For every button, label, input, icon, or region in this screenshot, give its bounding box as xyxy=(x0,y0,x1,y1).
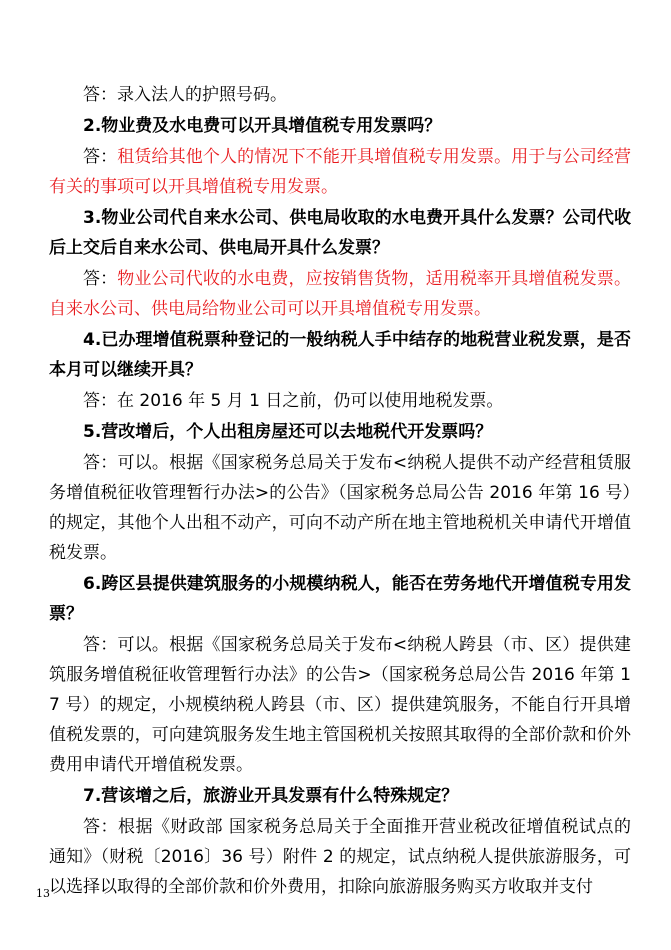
answer-text: 根据《财政部 国家税务总局关于全面推开营业税改征增值税试点的通知》（财税〔2016〕36 号）附件 2 的规定，试点纳税人提供旅游服务，可以选择以取得的全部价款和价外费用，扣除向旅游服务购买方收取并支付 xyxy=(49,817,632,897)
question-heading: 7.营该增之后，旅游业开具发票有什么特殊规定？ xyxy=(83,786,459,806)
answer-prefix: 答： xyxy=(83,817,119,837)
question-heading: 3.物业公司代自来水公司、供电局收取的水电费开具什么发票？公司代收后上交后自来水公司、供电局开具什么发票？ xyxy=(49,208,631,258)
answer-paragraph xyxy=(49,812,631,902)
answer-prefix: 答： xyxy=(83,147,118,167)
answer-paragraph xyxy=(49,142,631,202)
answer-prefix: 答： xyxy=(83,635,118,655)
answer-text: 可以。根据《国家税务总局关于发布<纳税人提供不动产经营租赁服务增值税征收管理暂行办法>的公告》（国家税务总局公告 2016 年第 16 号）的规定，其他个人出租不动产，可向不动产所在地主管地税机关申请代开增值税发票。 xyxy=(49,453,631,563)
question-heading: 5.营改增后，个人出租房屋还可以去地税代开发票吗？ xyxy=(83,422,493,442)
question-heading: 4.已办理增值税票种登记的一般纳税人手中结存的地税营业税发票，是否本月可以继续开具？ xyxy=(49,330,631,380)
answer-prefix: 答： xyxy=(83,85,117,105)
answer-prefix: 答： xyxy=(83,269,118,289)
answer-text: 录入法人的护照号码。 xyxy=(117,85,287,105)
document-page xyxy=(49,80,631,903)
answer-paragraph xyxy=(49,630,631,780)
question-heading: 2.物业费及水电费可以开具增值税专用发票吗？ xyxy=(83,116,442,136)
answer-text: 在 2016 年 5 月 1 日之前，仍可以使用地税发票。 xyxy=(117,391,504,411)
answer-paragraph xyxy=(49,448,631,568)
answer-prefix: 答： xyxy=(83,453,118,473)
answer-paragraph xyxy=(49,80,631,110)
highlighted-answer-text: 租赁给其他个人的情况下不能开具增值税专用发票。用于与公司经营有关的事项可以开具增值税专用发票。 xyxy=(49,147,632,197)
highlighted-answer-text: 物业公司代收的水电费，应按销售货物，适用税率开具增值税发票。自来水公司、供电局给物业公司可以开具增值税专用发票。 xyxy=(49,269,632,319)
answer-paragraph xyxy=(49,264,631,324)
question-heading: 6.跨区县提供建筑服务的小规模纳税人，能否在劳务地代开增值税专用发票？ xyxy=(49,574,631,624)
page-number: 13 xyxy=(36,887,50,900)
answer-text: 可以。根据《国家税务总局关于发布<纳税人跨县（市、区）提供建筑服务增值税征收管理暂行办法》的公告>（国家税务总局公告 2016 年第 17 号）的规定，小规模纳税人跨县（市、区）提供建筑服务，不能自行开具增值税发票的，可向建筑服务发生地主管国税机关按照其取得的全部价款和价外费用申请代开增值税发票。 xyxy=(49,635,631,775)
answer-prefix: 答： xyxy=(83,391,117,411)
answer-paragraph xyxy=(49,386,631,416)
